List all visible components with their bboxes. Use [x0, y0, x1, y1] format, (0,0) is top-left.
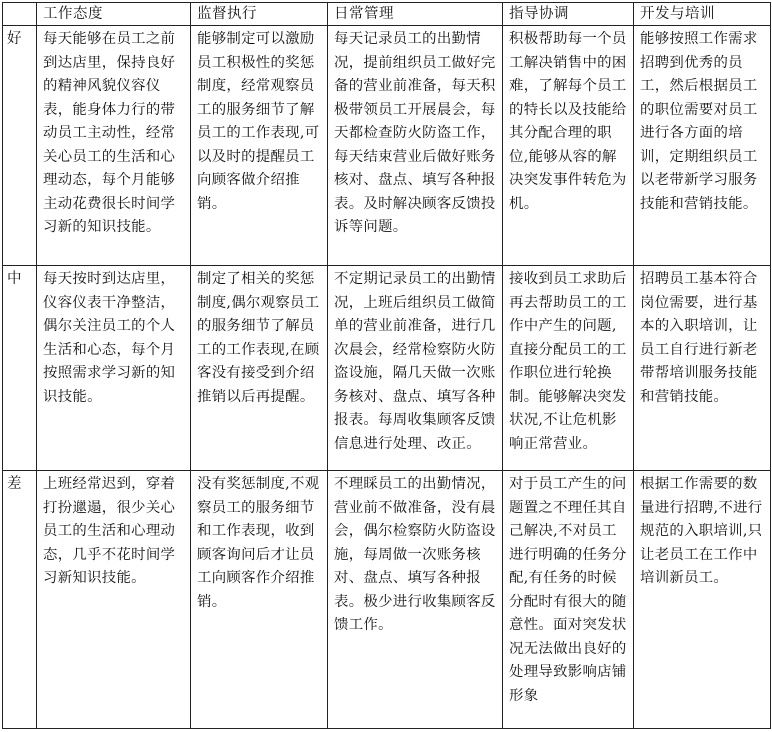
table-cell: 不理睬员工的出勤情况，营业前不做准备，没有晨会，偶尔检察防火防盗设施，每周做一次账务核对、盘点、填写各种报表。极少进行收集顾客反馈工作。 — [328, 471, 503, 729]
header-row — [3, 3, 771, 26]
table-cell: 不定期记录员工的出勤情况，上班后组织员工做简单的营业前准备，进行几次晨会，经常检察防火防盗设施，隔几天做一次账务核对、盘点、填写各种报表。每周收集顾客反馈信息进行处理、改正。 — [328, 266, 503, 471]
table-cell: 对于员工产生的问题置之不理任其自己解决,不对员工进行明确的任务分配,有任务的时候分配时有很大的随意性。面对突发状况无法做出良好的处理导致影响店铺形象 — [503, 471, 634, 729]
table-cell: 制定了相关的奖惩制度,偶尔观察员工的服务细节了解员工的工作表现,在顾客没有接受到介绍推销以后再提醒。 — [191, 266, 328, 471]
header-daily-management: 日常管理 — [328, 3, 503, 26]
header-development-training: 开发与培训 — [634, 3, 771, 26]
table-cell: 积极帮助每一个员工解决销售中的困难，了解每个员工的特长以及技能给其分配合理的职位,能够从容的解决突发事件转危为机。 — [503, 26, 634, 266]
corner-cell — [3, 3, 37, 26]
grade-label: 好 — [3, 26, 37, 266]
header-guidance-coordination: 指导协调 — [503, 3, 634, 26]
table-cell: 每天能够在员工之前到达店里，保持良好的精神风貌仪容仪表，能身体力行的带动员工主动性，经常关心员工的生活和心理动态，每个月能够主动花费很长时间学习新的知识技能。 — [37, 26, 191, 266]
table-row — [3, 471, 771, 729]
header-work-attitude: 工作态度 — [37, 3, 191, 26]
table-cell: 没有奖惩制度,不观察员工的服务细节和工作表现，收到顾客询问后才让员工向顾客作介绍推销。 — [191, 471, 328, 729]
header-supervision: 监督执行 — [191, 3, 328, 26]
evaluation-table — [2, 2, 771, 729]
grade-label: 中 — [3, 266, 37, 471]
table-cell: 每天记录员工的出勤情况，提前组织员工做好完备的营业前准备，每天积极带领员工开展晨会，每天都检查防火防盗工作，每天结束营业后做好账务核对、盘点、填写各种报表。及时解决顾客反馈投诉等问题。 — [328, 26, 503, 266]
grade-label: 差 — [3, 471, 37, 729]
table-cell: 能够按照工作需求招聘到优秀的员工，然后根据员工的职位需要对员工进行各方面的培训，定期组织员工以老带新学习服务技能和营销技能。 — [634, 26, 771, 266]
table-cell: 上班经常迟到，穿着打扮邋遢，很少关心员工的生活和心理动态，几乎不花时间学习新知识技能。 — [37, 471, 191, 729]
table-cell: 接收到员工求助后再去帮助员工的工作中产生的问题,直接分配员工的工作职位进行轮换制。能够解决突发状况,不让危机影响正常营业。 — [503, 266, 634, 471]
table-cell: 根据工作需要的数量进行招聘,不进行规范的入职培训,只让老员工在工作中培训新员工。 — [634, 471, 771, 729]
table-cell: 每天按时到达店里，仪容仪表干净整洁，偶尔关注员工的个人生活和心态，每个月按照需求学习新的知识技能。 — [37, 266, 191, 471]
table-cell: 招聘员工基本符合岗位需要，进行基本的入职培训，让员工自行进行新老带帮培训服务技能和营销技能。 — [634, 266, 771, 471]
table-cell: 能够制定可以激励员工积极性的奖惩制度，经常观察员工的服务细节了解员工的工作表现,可以及时的提醒员工向顾客做介绍推销。 — [191, 26, 328, 266]
table-row — [3, 26, 771, 266]
table-row — [3, 266, 771, 471]
